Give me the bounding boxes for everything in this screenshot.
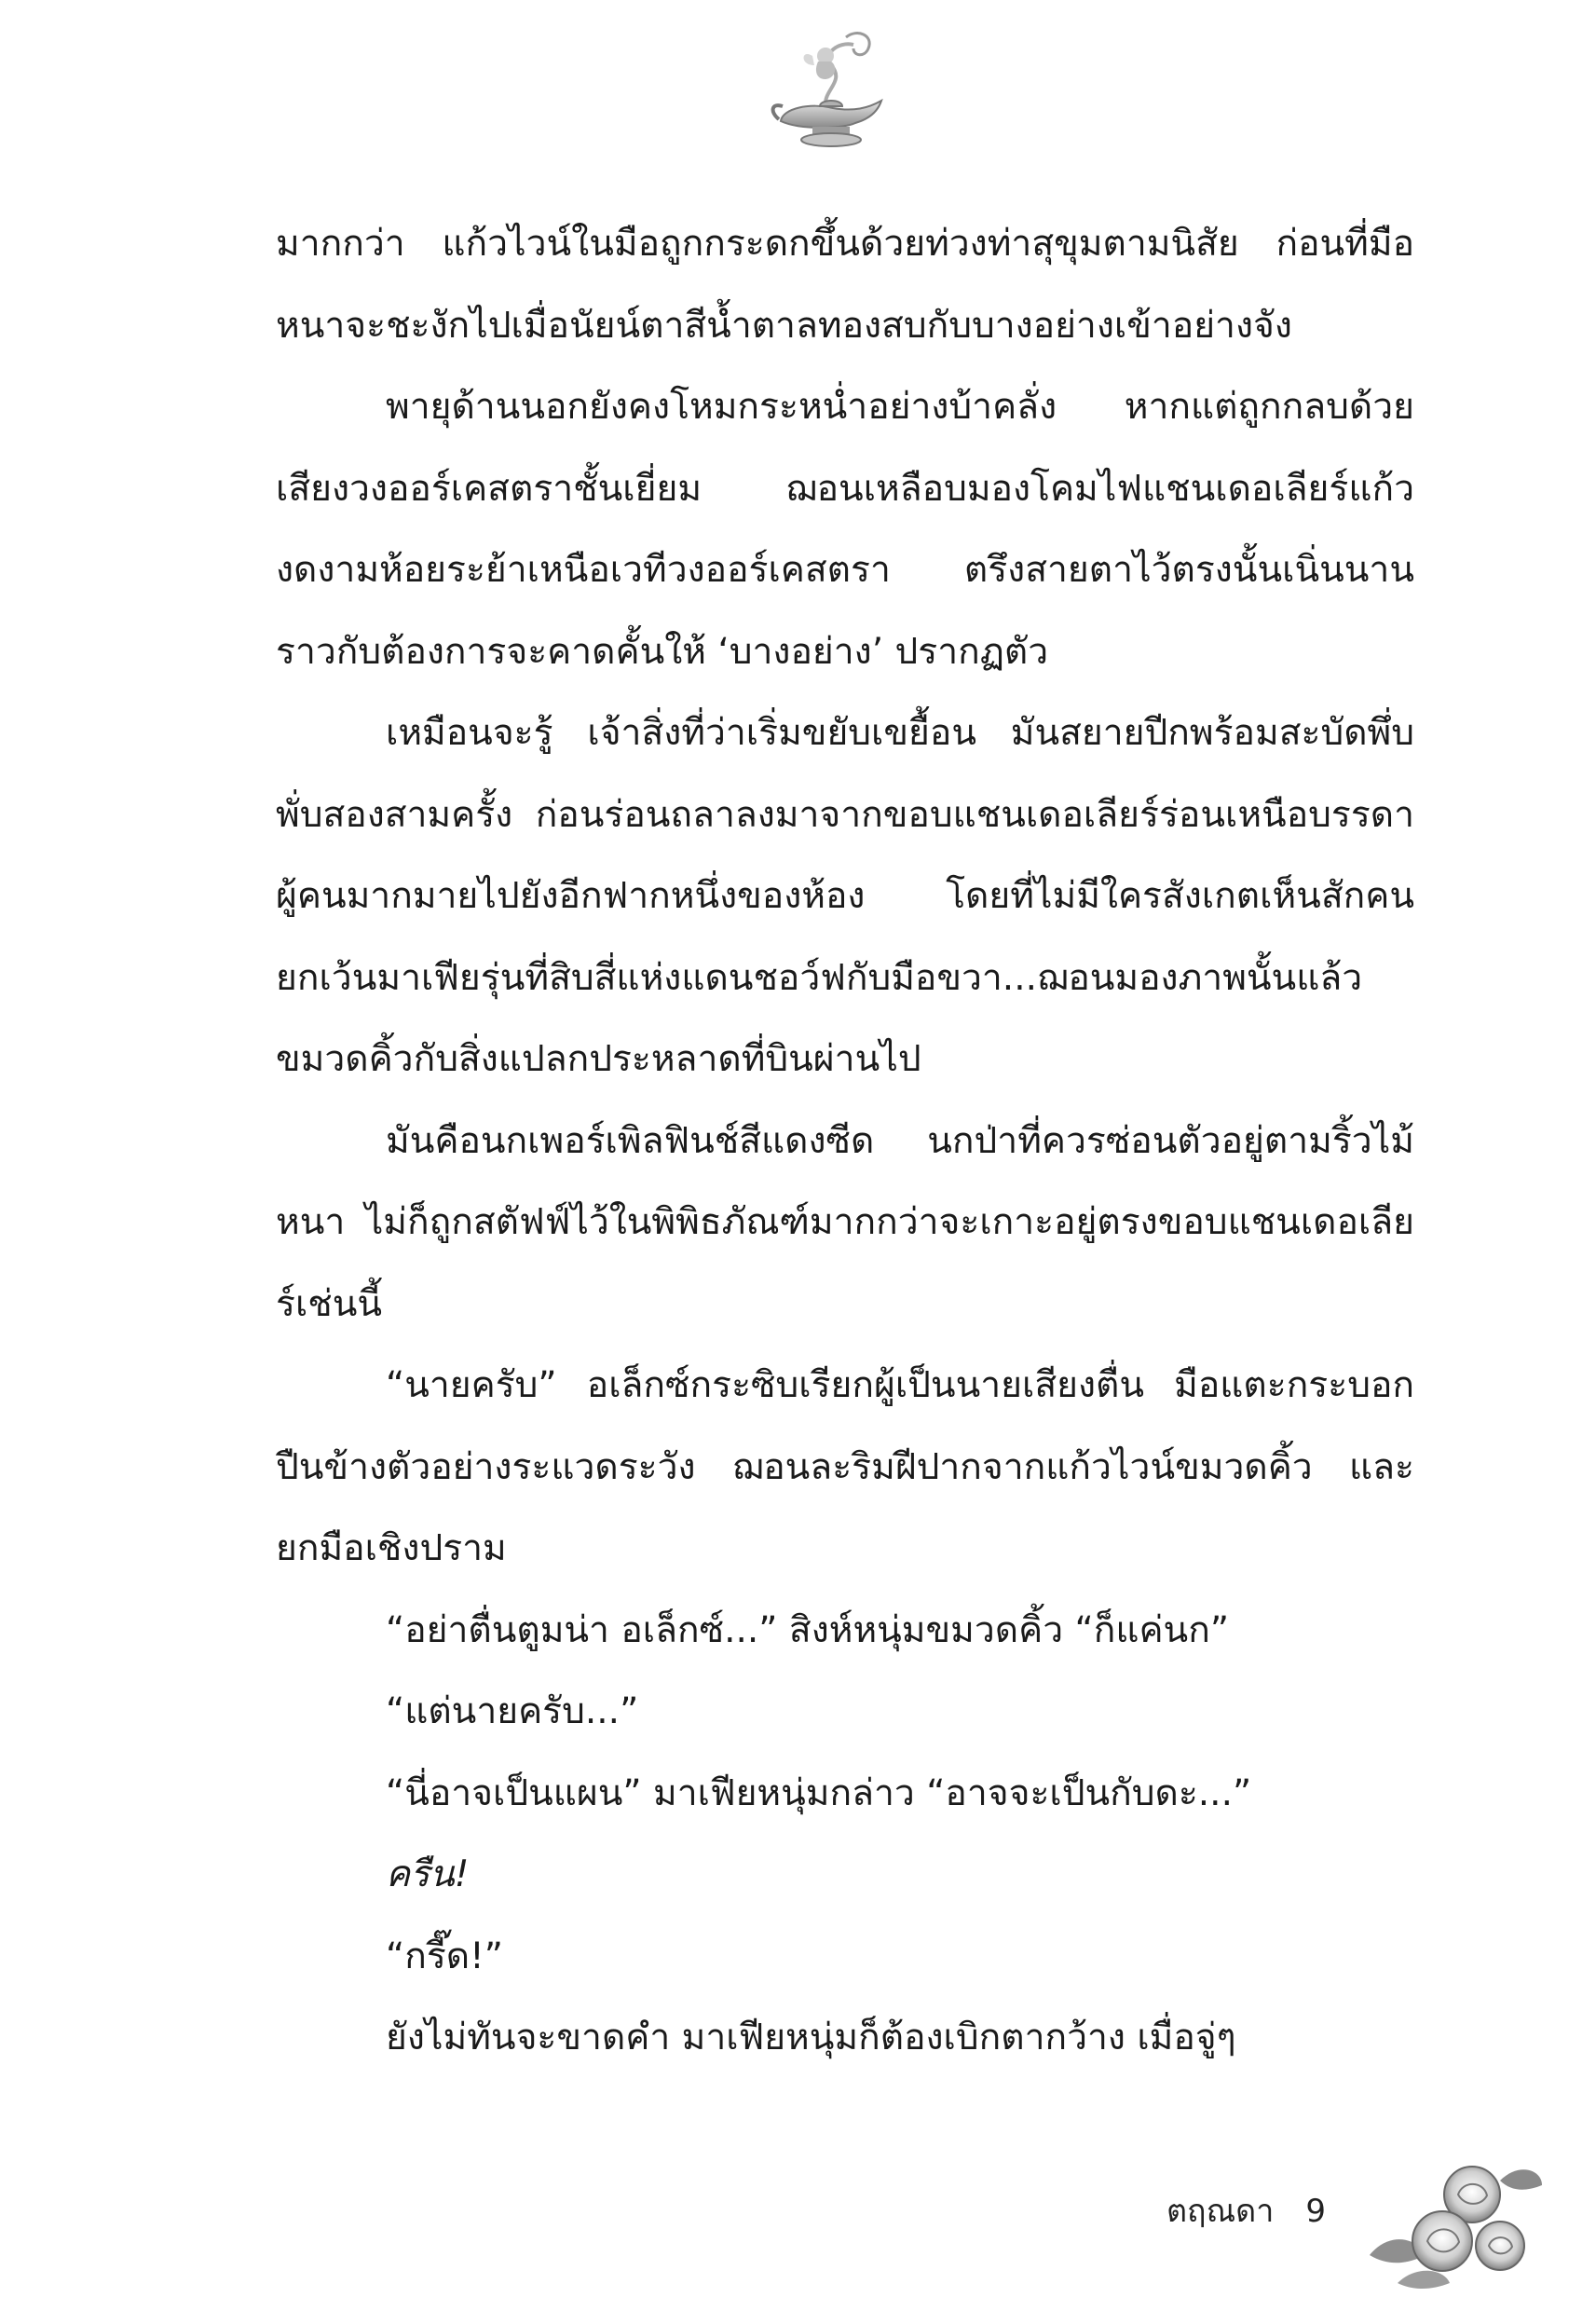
paragraph: เหมือนจะรู้ เจ้าสิ่งที่ว่าเริ่มขยับเขยื้อน มันสยายปีกพร้อมสะบัดพึ่บพั่บสองสามครั้ง ก่อนร่อนถลาลงมาจากขอบแชนเดอเลียร์ร่อนเหนือบรรดาผู้คนมากมายไปยังอีกฟากหนึ่งของห้อง โดยที่ไม่มีใครสังเกตเห็นสักคน ยกเว้นมาเฟียรุ่นที่สิบสี่แห่งแดนชอว์ฟกับมือขวา...ฌอนมองภาพนั้นแล้วขมวดคิ้วกับสิ่งแปลกประหลาดที่บินผ่านไป bbox=[276, 712, 1414, 1080]
paragraph: มากกว่า แก้วไวน์ในมือถูกกระดกขึ้นด้วยท่วงท่าสุขุมตามนิสัย ก่อนที่มือหนาจะชะงักไปเมื่อนัยน์ตาสีน้ำตาลทองสบกับบางอย่างเข้าอย่างจัง bbox=[276, 223, 1414, 347]
page-footer bbox=[1166, 2185, 1326, 2236]
dialogue-line: “แต่นายครับ...” bbox=[386, 1690, 639, 1732]
page-number: 9 bbox=[1305, 2193, 1326, 2230]
dialogue-line: “กรี๊ด!” bbox=[386, 1935, 503, 1977]
footer-title: ตฤณดา bbox=[1166, 2193, 1275, 2230]
paragraph: ยังไม่ทันจะขาดคำ มาเฟียหนุ่มก็ต้องเบิกตากว้าง เมื่อจู่ๆ bbox=[386, 2017, 1236, 2058]
dialogue-line: “อย่าตื่นตูมน่า อเล็กซ์...” สิงห์หนุ่มขมวดคิ้ว “ก็แค่นก” bbox=[386, 1608, 1230, 1651]
genie-lamp-icon bbox=[764, 28, 894, 154]
dialogue-line: “นี่อาจเป็นแผน” มาเฟียหนุ่มกล่าว “อาจจะเป็นกับดะ...” bbox=[386, 1771, 1252, 1814]
paragraph: พายุด้านนอกยังคงโหมกระหน่ำอย่างบ้าคลั่ง หากแต่ถูกกลบด้วยเสียงวงออร์เคสตราชั้นเยี่ยม ฌอนเหลือบมองโคมไฟแชนเดอเลียร์แก้วงดงามห้อยระย้าเหนือเวทีวงออร์เคสตรา ตรึงสายตาไว้ตรงนั้นเนิ่นนานราวกับต้องการจะคาดคั้นให้ ‘บางอย่าง’ ปรากฏตัว bbox=[276, 386, 1414, 673]
paragraph: “นายครับ” อเล็กซ์กระซิบเรียกผู้เป็นนายเสียงตื่น มือแตะกระบอกปืนข้างตัวอย่างระแวดระวัง ฌอนละริมฝีปากจากแก้วไวน์ขมวดคิ้ว และยกมือเชิงปราม bbox=[276, 1364, 1414, 1569]
body-text bbox=[276, 203, 1414, 2079]
roses-icon bbox=[1360, 2143, 1547, 2292]
paragraph: มันคือนกเพอร์เพิลฟินช์สีแดงซีด นกป่าที่ควรซ่อนตัวอยู่ตามริ้วไม้หนา ไม่ก็ถูกสตัฟฟ์ไว้ในพิพิธภัณฑ์มากกว่าจะเกาะอยู่ตรงขอบแชนเดอเลียร์เช่นนี้ bbox=[276, 1119, 1414, 1325]
sound-effect: ครืน! bbox=[386, 1853, 470, 1895]
